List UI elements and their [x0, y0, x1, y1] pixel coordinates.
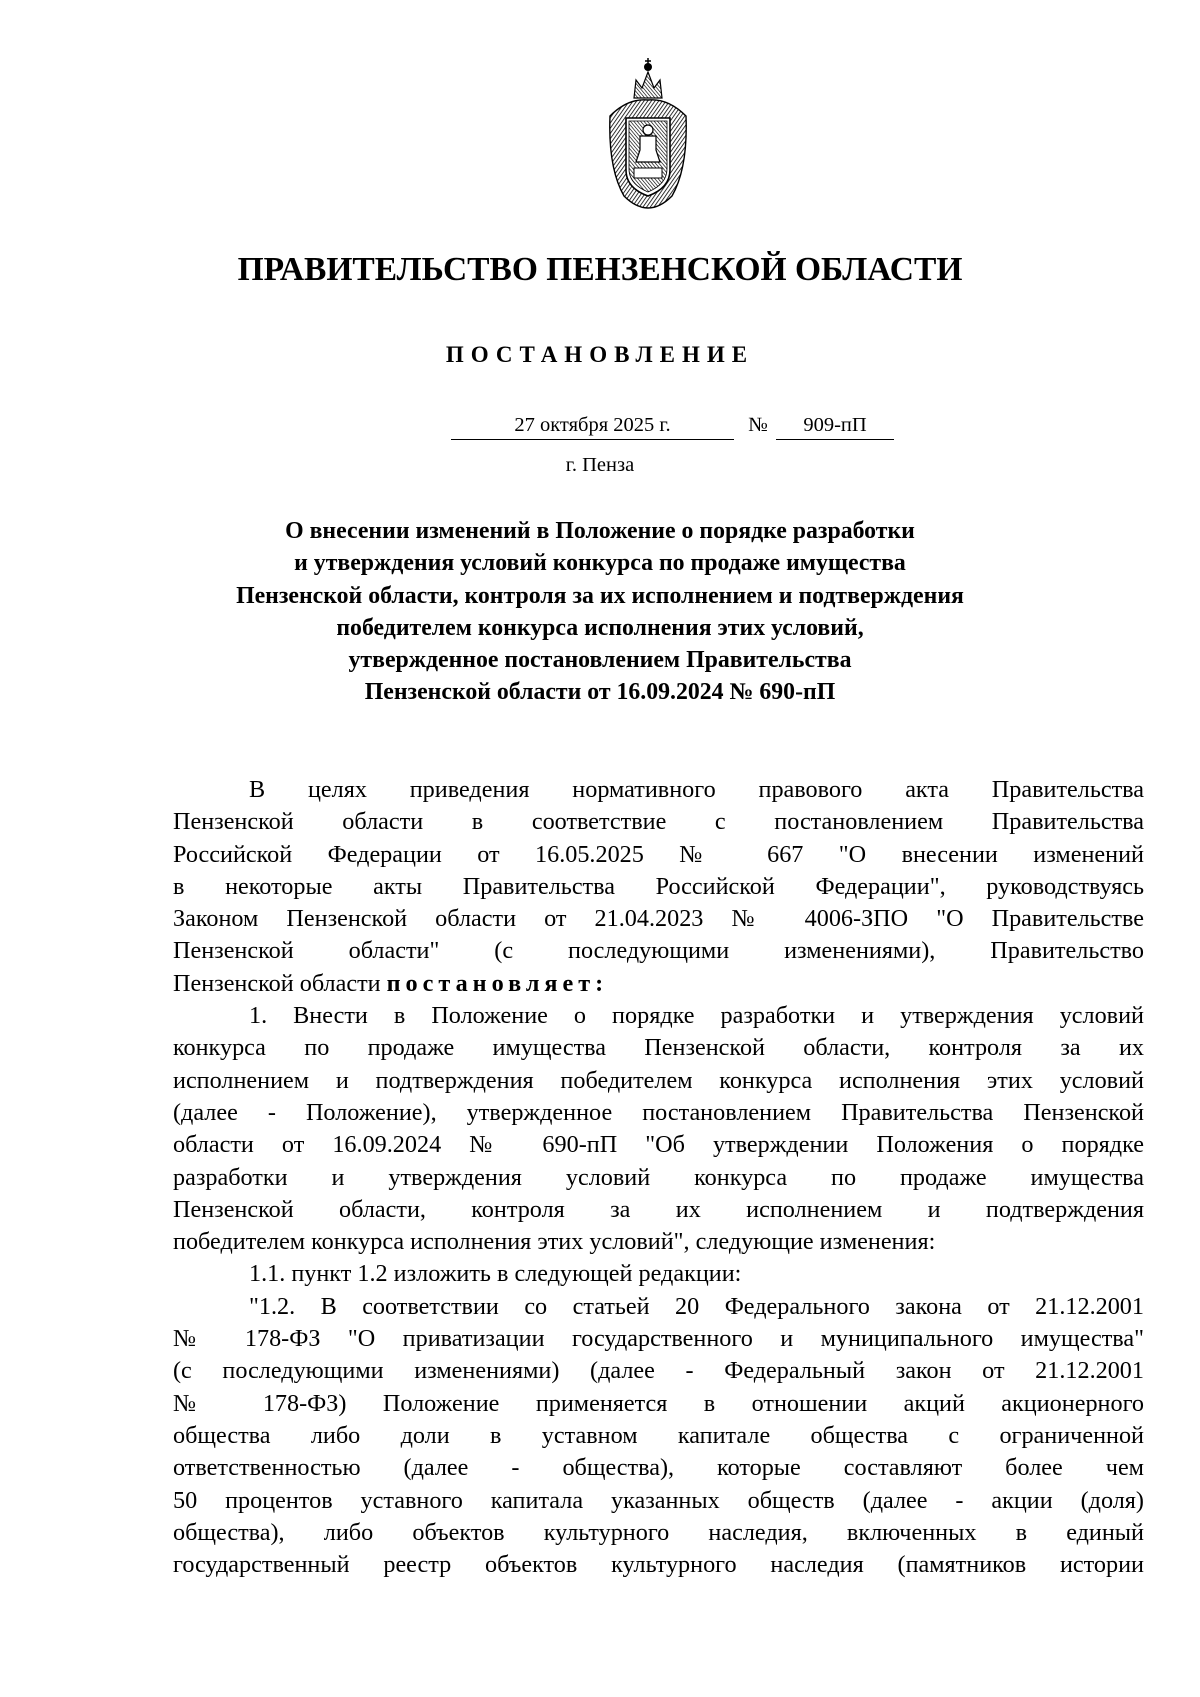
body-text: Пензенской области [173, 969, 387, 997]
body-line: "1.2. В соответствии со статьей 20 Федерального закона от 21.12.2001 [249, 1292, 1144, 1320]
body-line: № 178-ФЗ "О приватизации государственного и муниципального имущества" [173, 1325, 1144, 1353]
document-number: 909-пП [776, 413, 894, 440]
coat-of-arms-icon [604, 58, 692, 210]
organization-title: ПРАВИТЕЛЬСТВО ПЕНЗЕНСКОЙ ОБЛАСТИ [237, 251, 963, 288]
body-line: Пензенской области, контроля за их исполнением и подтверждения [173, 1195, 1144, 1223]
number-sign: № [748, 414, 768, 436]
body-line: Российской Федерации от 16.05.2025 № 667 "О внесении изменений [173, 840, 1144, 868]
body-line: Пензенской области в соответствие с постановлением Правительства [173, 808, 1144, 836]
body-line: (с последующими изменениями) (далее - Федеральный закон от 21.12.2001 [173, 1357, 1144, 1385]
subject-line: Пензенской области, контроля за их исполнением и подтверждения [236, 582, 964, 609]
body-line: государственный реестр объектов культурного наследия (памятников истории [173, 1551, 1144, 1579]
subject-line: утвержденное постановлением Правительства [348, 647, 852, 674]
body-line [173, 968, 1144, 1000]
subject-line: победителем конкурса исполнения этих условий, [336, 614, 864, 641]
document-subject [160, 515, 1040, 709]
document-date: 27 октября 2025 г. [451, 413, 734, 440]
body-line: Законом Пензенской области от 21.04.2023 № 4006-ЗПО "О Правительстве [173, 905, 1144, 933]
body-line: в некоторые акты Правительства Российской Федерации", руководствуясь [173, 872, 1144, 900]
body-line: № 178-ФЗ) Положение применяется в отношении акций акционерного [173, 1389, 1144, 1417]
body-line: конкурса по продаже имущества Пензенской области, контроля за их [173, 1034, 1144, 1062]
resolve-word: постановляет: [386, 969, 609, 997]
subject-line: Пензенской области от 16.09.2024 № 690-пП [364, 679, 836, 706]
body-line: области от 16.09.2024 № 690-пП "Об утверждении Положения о порядке [173, 1131, 1144, 1159]
body-line: исполнением и подтверждения победителем конкурса исполнения этих условий [173, 1066, 1144, 1094]
body-line: 1. Внести в Положение о порядке разработки и утверждения условий [249, 1002, 1144, 1030]
body-line: общества либо доли в уставном капитале общества с ограниченной [173, 1421, 1144, 1449]
body-line: разработки и утверждения условий конкурса по продаже имущества [173, 1163, 1144, 1191]
subject-line: и утверждения условий конкурса по продаже имущества [294, 550, 906, 577]
subject-line: О внесении изменений в Положение о порядке разработки [285, 518, 915, 544]
body-line: победителем конкурса исполнения этих условий", следующие изменения: [173, 1228, 936, 1256]
document-body [173, 774, 1144, 1581]
body-line: Пензенской области" (с последующими изменениями), Правительство [173, 937, 1144, 965]
body-line: (далее - Положение), утвержденное постановлением Правительства Пензенской [173, 1098, 1144, 1126]
body-line: 1.1. пункт 1.2 изложить в следующей редакции: [249, 1260, 742, 1288]
body-line: ответственностью (далее - общества), которые составляют более чем [173, 1454, 1144, 1482]
body-line: общества), либо объектов культурного наследия, включенных в единый [173, 1518, 1144, 1546]
document-type: ПОСТАНОВЛЕНИЕ [445, 342, 755, 367]
body-line: 50 процентов уставного капитала указанных обществ (далее - акции (доля) [173, 1486, 1144, 1514]
document-city: г. Пенза [565, 454, 635, 476]
body-line: В целях приведения нормативного правового акта Правительства [249, 776, 1144, 803]
